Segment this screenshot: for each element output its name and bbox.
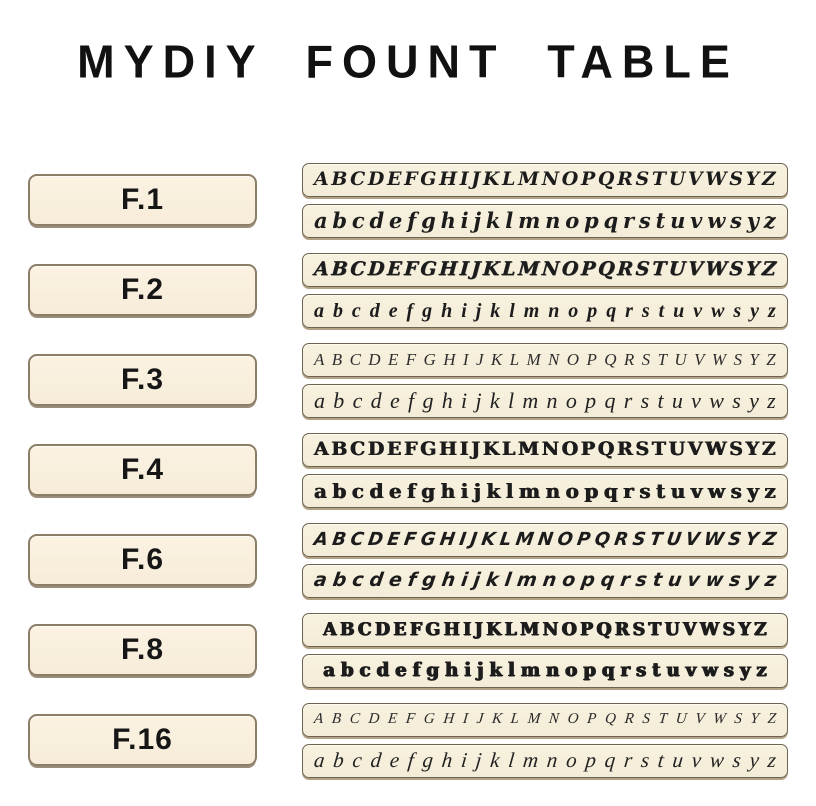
- font-row-f2: [0, 245, 816, 335]
- font-label-button-f4[interactable]: [28, 444, 257, 496]
- font-label: F.6: [120, 543, 165, 576]
- font-label-button-f2[interactable]: [28, 264, 257, 316]
- font-label: F.3: [120, 363, 165, 396]
- font-sample-uppercase: A B C D E F G H I J K L M N O P Q R S T U V W S Y Z: [302, 433, 788, 467]
- font-sample-lowercase: a b c d e f g h i j k l m n o p q r s t u v w s y z: [302, 384, 788, 418]
- font-row-f6: [0, 515, 816, 605]
- font-samples: [302, 163, 788, 238]
- font-sample-uppercase: A B C D E F G H I J K L M N O P Q R S T U V W S Y Z: [302, 523, 788, 557]
- page-title: MYDIY FOUNT TABLE: [77, 34, 739, 88]
- font-label: F.1: [120, 183, 165, 216]
- font-sample-lowercase: a b c d e f g h i j k l m n o p q r s t u v w s y z: [302, 204, 788, 238]
- font-label: F.2: [120, 273, 165, 306]
- font-sample-uppercase: A B C D E F G H I J K L M N O P Q R S T U V W S Y Z: [302, 343, 788, 377]
- font-sample-lowercase: a b c d e f g h i j k l m n o p q r s t u v w s y z: [302, 744, 788, 778]
- font-row-f3: [0, 335, 816, 425]
- font-samples: [302, 433, 788, 508]
- font-label-button-f6[interactable]: [28, 534, 257, 586]
- font-label: F.4: [120, 453, 165, 486]
- font-row-f4: [0, 425, 816, 515]
- font-label-button-f3[interactable]: [28, 354, 257, 406]
- font-sample-lowercase: a b c d e f g h i j k l m n o p q r s t u v w s y z: [302, 294, 788, 328]
- font-samples: [302, 343, 788, 418]
- font-table: [0, 155, 816, 785]
- font-sample-uppercase: A B C D E F G H I J K L M N O P Q R S T U V W S Y Z: [302, 163, 788, 197]
- font-row-f16: [0, 695, 816, 785]
- font-row-f1: [0, 155, 816, 245]
- font-samples: [302, 523, 788, 598]
- font-label-button-f1[interactable]: [28, 174, 257, 226]
- font-samples: [302, 613, 788, 688]
- font-sample-lowercase: a b c d e f g h i j k l m n o p q r s t u v w s y z: [302, 474, 788, 508]
- font-label-button-f8[interactable]: [28, 624, 257, 676]
- font-label: F.16: [112, 723, 173, 756]
- font-label-button-f16[interactable]: [28, 714, 257, 766]
- font-samples: [302, 253, 788, 328]
- font-label: F.8: [120, 633, 165, 666]
- font-sample-lowercase: a b c d e f g h i j k l m n o p q r s t u v w s y z: [302, 654, 788, 688]
- font-row-f8: [0, 605, 816, 695]
- font-sample-uppercase: A B C D E F G H I J K L M N O P Q R S T U V W S Y Z: [302, 703, 788, 737]
- font-sample-lowercase: a b c d e f g h i j k l m n o p q r s t u v w s y z: [302, 564, 788, 598]
- font-sample-uppercase: A B C D E F G H I J K L M N O P Q R S T U V W S Y Z: [302, 253, 788, 287]
- font-samples: [302, 703, 788, 778]
- font-sample-uppercase: A B C D E F G H I J K L M N O P Q R S T U V W S Y Z: [302, 613, 788, 647]
